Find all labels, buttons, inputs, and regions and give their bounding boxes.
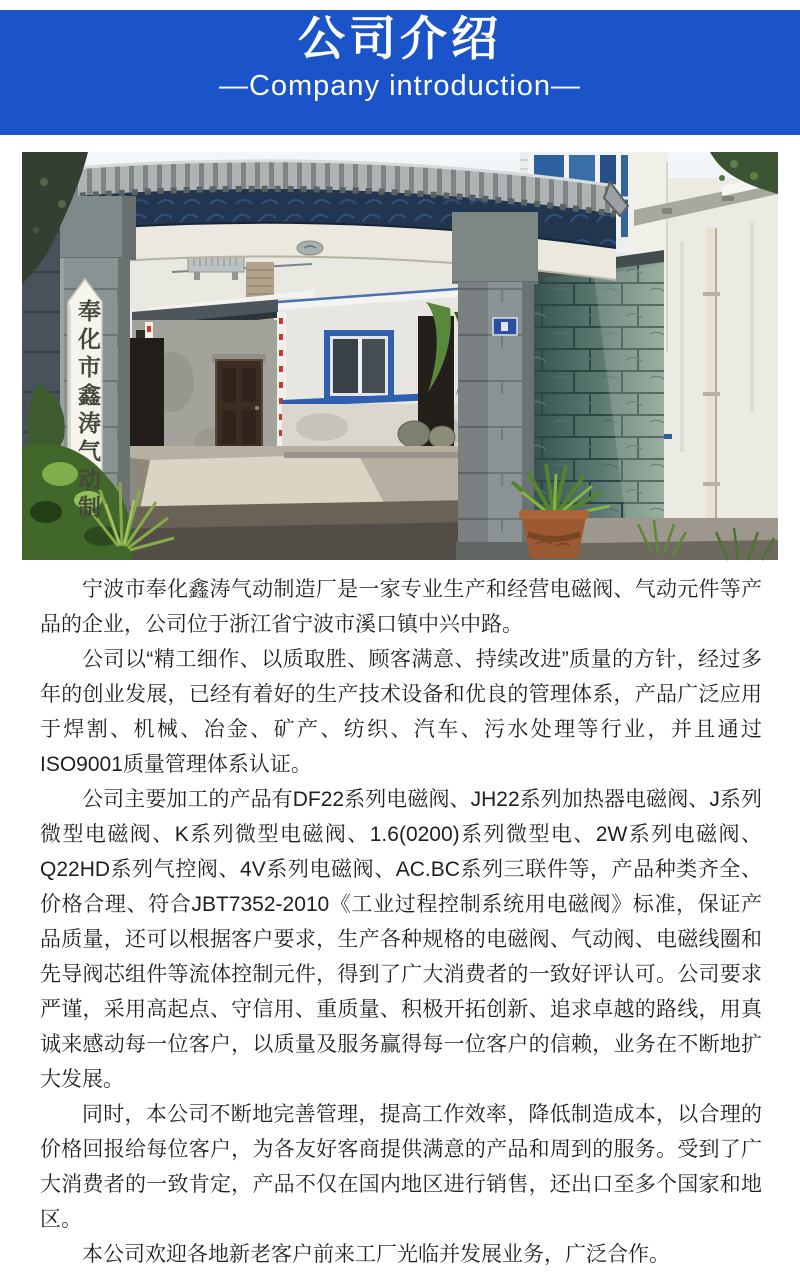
ceiling-vent	[297, 241, 323, 255]
gate-sign-text: 奉化市鑫涛气动制	[75, 299, 101, 523]
paragraph-quality-policy: 公司以“精工细作、以质取胜、顾客满意、持续改进”质量的方针，经过多年的创业发展，已经有着好的生产技术设备和优良的管理体系，产品广泛应用于焊割、机械、冶金、矿产、纺织、汽车、污水处理等行业，并且通过ISO9001质量管理体系认证。	[40, 648, 762, 776]
page-subtitle: —Company introduction—	[218, 70, 582, 102]
paragraph-management: 同时，本公司不断地完善管理，提高工作效率，降低制造成本，以合理的价格回报给每位客户，为各友好客商提供满意的产品和周到的服务。受到了广大消费者的一致肯定，产品不仅在国内地区进行销售，还出口至多个国家和地区。	[40, 1103, 762, 1231]
paragraph-products: 公司主要加工的产品有DF22系列电磁阀、JH22系列加热器电磁阀、J系列微型电磁阀、K系列微型电磁阀、1.6(0200)系列微型电、2W系列电磁阀、Q22HD系列气控阀、4V系列电磁阀、AC.BC系列三联件等，产品种类齐全、价格合理、符合JBT7352-2010《工业过程控制系统用电磁阀》标准，保证产品质量，还可以根据客户要求，生产各种规格的电磁阀、气动阀、电磁线圈和先导阀芯组件等流体控制元件，得到了广大消费者的一致好评认可。公司要求严谨，采用高起点、守信用、重质量、积极开拓创新、追求卓越的路线，用真诚来感动每一位客户，以质量及服务赢得每一位客户的信赖，业务在不断地扩大发展。	[40, 788, 762, 1091]
blue-framed-window	[324, 330, 394, 402]
sack	[398, 421, 430, 447]
company-introduction-page	[0, 10, 800, 1266]
sack	[429, 426, 455, 448]
right-gate-pillar	[452, 212, 538, 560]
company-introduction-text	[40, 572, 762, 1272]
brown-door	[216, 360, 262, 452]
page-title: 公司介绍	[298, 12, 502, 65]
paragraph-company-overview: 宁波市奉化鑫涛气动制造厂是一家专业生产和经营电磁阀、气动元件等产品的企业，公司位于浙江省宁波市溪口镇中兴中路。	[40, 578, 762, 636]
factory-photo-canvas	[22, 152, 778, 560]
address-plate	[493, 318, 517, 335]
factory-entrance-photo	[22, 152, 778, 560]
banner	[0, 10, 800, 135]
paragraph-welcome: 本公司欢迎各地新老客户前来工厂光临并发展业务，广泛合作。	[82, 1243, 670, 1266]
dark-doorway	[126, 338, 164, 462]
